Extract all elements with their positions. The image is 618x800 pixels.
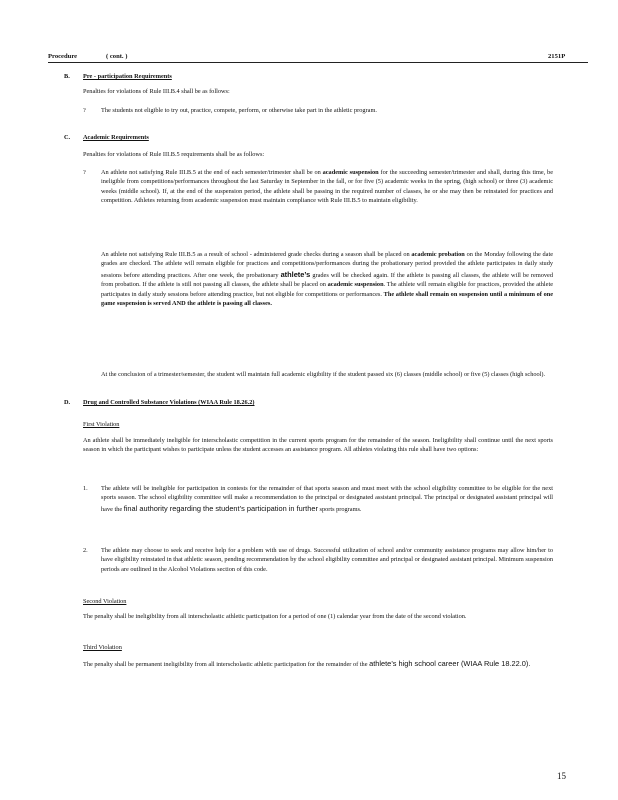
- header-rule: [48, 62, 588, 63]
- section-b-title: Pre - participation Requirements: [83, 73, 172, 80]
- academic-probation-term: academic probation: [411, 251, 465, 258]
- option-1-number: 1.: [83, 485, 88, 492]
- third-violation-text: The penalty shall be permanent ineligibility from all interscholastic athletic participation for the remainder of the athlete’s high school career (WIAA Rule 18.22.0).: [83, 659, 531, 668]
- second-violation-text: The penalty shall be ineligibility from all interscholastic athletic participation for a period of one (1) calendar year from the date of the second violation.: [83, 613, 467, 620]
- first-violation-heading: First Violation: [83, 421, 120, 428]
- suspension-rule-bold: The athlete shall remain on suspension until a minimum of one game suspension is served AND the athlete is passing all classes.: [101, 290, 554, 308]
- section-b-bullet: ?: [83, 107, 86, 114]
- option-2-number: 2.: [83, 547, 88, 554]
- page-header: [48, 52, 588, 62]
- page-number: 15: [557, 771, 566, 781]
- section-c-bullet: ?: [83, 169, 86, 176]
- section-c-letter: C.: [64, 134, 71, 141]
- academic-suspension-term-2: academic suspension: [327, 281, 384, 289]
- header-cont: ( cont. ): [106, 53, 128, 60]
- academic-suspension-term: academic suspension: [322, 169, 379, 176]
- second-violation-heading: Second Violation: [83, 598, 127, 605]
- section-c-paragraph-1: An athlete not satisfying Rule III.B.5 at the end of each semester/trimester shall be on academic suspension for the succeeding semester/trimester and shall, during this time, be ineligible from competitions/performances throughout the last Saturday in September in the fall, or for five (5) academic weeks in the spring, (high school) or three (3) academic weeks (middle school). If, at the end of the suspension period, the athlete shall be passing in the required number of classes, he or she may then be reinstated for practices and competition. Athletes returning from academic suspension must maintain compliance with Rule III.B.5 to maintain eligibility.: [101, 169, 554, 205]
- option-2-text: The athlete may choose to seek and receive help for a problem with use of drugs. Successful utilization of school and/or community assistance programs may allow him/her to have eligibility reinstated in that athletic season, pending recommendation by the school eligibility committee and principal or designated assistant principal. Minimum suspension periods are outlined in the Alcohol Violations section of this code.: [101, 547, 553, 573]
- section-d-title: Drug and Controlled Substance Violations (WIAA Rule 18.26.2): [83, 399, 255, 406]
- section-c-paragraph-2: An athlete not satisfying Rule III.B.5 as a result of school - administered grade checks during a season shall be placed on academic probation on the Monday following the date grades are checked. The athlete will remain eligible for practices and competitions/performances during the probationary period provided the athlete participates in daily study sessions before attending practices. After one week, the probationary athlete’s grades will be checked again. If the athlete is passing all classes, the athlete will be removed from probation. If the athlete is still not passing all classes, the athlete shall be placed on academic suspension. The athlete will remain eligible for practices, provided the athlete participates in daily study sessions before attending practice, but not eligible for competitions or performances. The athlete shall remain on suspension until a minimum of one game suspension is served AND the athlete is passing all classes.: [101, 251, 554, 308]
- section-c-paragraph-3: At the conclusion of a trimester/semester, the student will maintain full academic eligibility if the student passed six (6) classes (middle school) or five (5) classes (high school).: [101, 371, 546, 378]
- first-violation-intro: An athlete shall be immediately ineligible for interscholastic competition in the current sports program for the remainder of the season. Ineligibility shall continue until the next sports season in which the participant wishes to participate unless the student accesses an assistance program. All athletes violating this rule shall have two options:: [83, 437, 553, 454]
- section-b-item: The students not eligible to try out, practice, compete, perform, or otherwise take part in the athletic program.: [101, 107, 377, 114]
- section-c-intro: Penalties for violations of Rule III.B.5 requirements shall be as follows:: [83, 151, 265, 158]
- section-b-intro: Penalties for violations of Rule III.B.4 shall be as follows:: [83, 88, 230, 95]
- option-1-text: The athlete will be ineligible for participation in contests for the remainder of that sports season and must meet with the school eligibility committee to be eligible for the next sports season. The school eligibility committee will make a recommendation to the principal or designated assistant principal. The principal or designated assistant principal will have the final authority regarding the student’s participation in further sports programs.: [101, 485, 553, 513]
- section-b-letter: B.: [64, 73, 70, 80]
- section-d-letter: D.: [64, 399, 71, 406]
- section-c-title: Academic Requirements: [83, 134, 149, 141]
- header-policy-number: 2151P: [548, 53, 566, 60]
- third-violation-heading: Third Violation: [83, 644, 122, 651]
- header-procedure: Procedure: [48, 53, 78, 60]
